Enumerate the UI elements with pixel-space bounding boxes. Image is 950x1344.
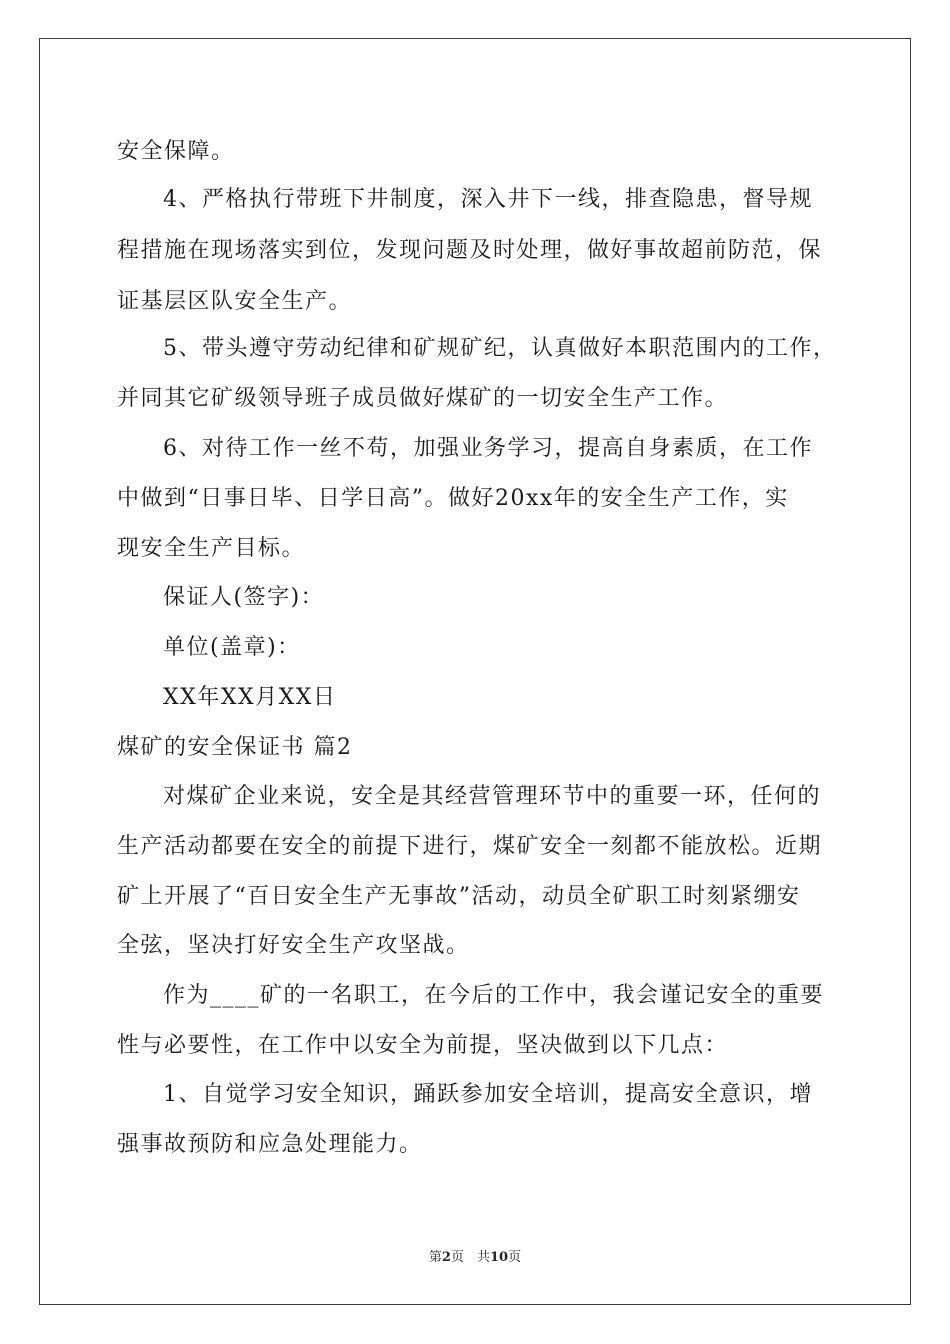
date-line: XX年XX月XX日 bbox=[163, 685, 337, 710]
footer-middle: 页 共 bbox=[450, 1250, 490, 1265]
current-page-number: 2 bbox=[441, 1250, 451, 1265]
footer-prefix: 第 bbox=[428, 1250, 442, 1265]
total-pages-number: 10 bbox=[489, 1250, 509, 1265]
text-line: 矿上开展了“百日安全生产无事故”活动，动员全矿职工时刻紧绷安 bbox=[117, 884, 801, 909]
text-line: 全弦，坚决打好安全生产攻坚战。 bbox=[117, 933, 470, 958]
text-line: 程措施在现场落实到位，发现问题及时处理，做好事故超前防范，保 bbox=[117, 238, 823, 263]
signature-label: 保证人(签字)： bbox=[163, 585, 325, 610]
section-heading: 煤矿的安全保证书 篇2 bbox=[117, 735, 353, 760]
text-line: 并同其它矿级领导班子成员做好煤矿的一切安全生产工作。 bbox=[117, 386, 729, 411]
text-line: 性与必要性，在工作中以安全为前提，坚决做到以下几点： bbox=[117, 1033, 729, 1058]
text-line: 1、自觉学习安全知识，踊跃参加安全培训，提高安全意识，增 bbox=[163, 1082, 813, 1107]
text-line: 中做到“日事日毕、日学日高”。做好20xx年的安全生产工作，实 bbox=[117, 486, 789, 511]
seal-label: 单位(盖章)： bbox=[163, 635, 301, 660]
text-line: 证基层区队安全生产。 bbox=[117, 289, 353, 314]
text-line: 作为____矿的一名职工，在今后的工作中，我会谨记安全的重要 bbox=[163, 983, 825, 1008]
page-border bbox=[39, 38, 911, 1305]
footer-suffix: 页 bbox=[508, 1250, 522, 1265]
text-line: 强事故预防和应急处理能力。 bbox=[117, 1132, 423, 1157]
text-line: 5、带头遵守劳动纪律和矿规矿纪，认真做好本职范围内的工作， bbox=[163, 336, 837, 361]
text-line: 4、严格执行带班下井制度，深入井下一线，排查隐患，督导规 bbox=[163, 187, 813, 212]
page-footer bbox=[0, 1246, 950, 1265]
text-line: 生产活动都要在安全的前提下进行，煤矿安全一刻都不能放松。近期 bbox=[117, 834, 823, 859]
text-line: 对煤矿企业来说，安全是其经营管理环节中的重要一环，任何的 bbox=[163, 784, 822, 809]
text-line: 安全保障。 bbox=[117, 139, 235, 164]
text-line: 6、对待工作一丝不苟，加强业务学习，提高自身素质，在工作 bbox=[163, 436, 813, 461]
text-line: 现安全生产目标。 bbox=[117, 536, 306, 561]
